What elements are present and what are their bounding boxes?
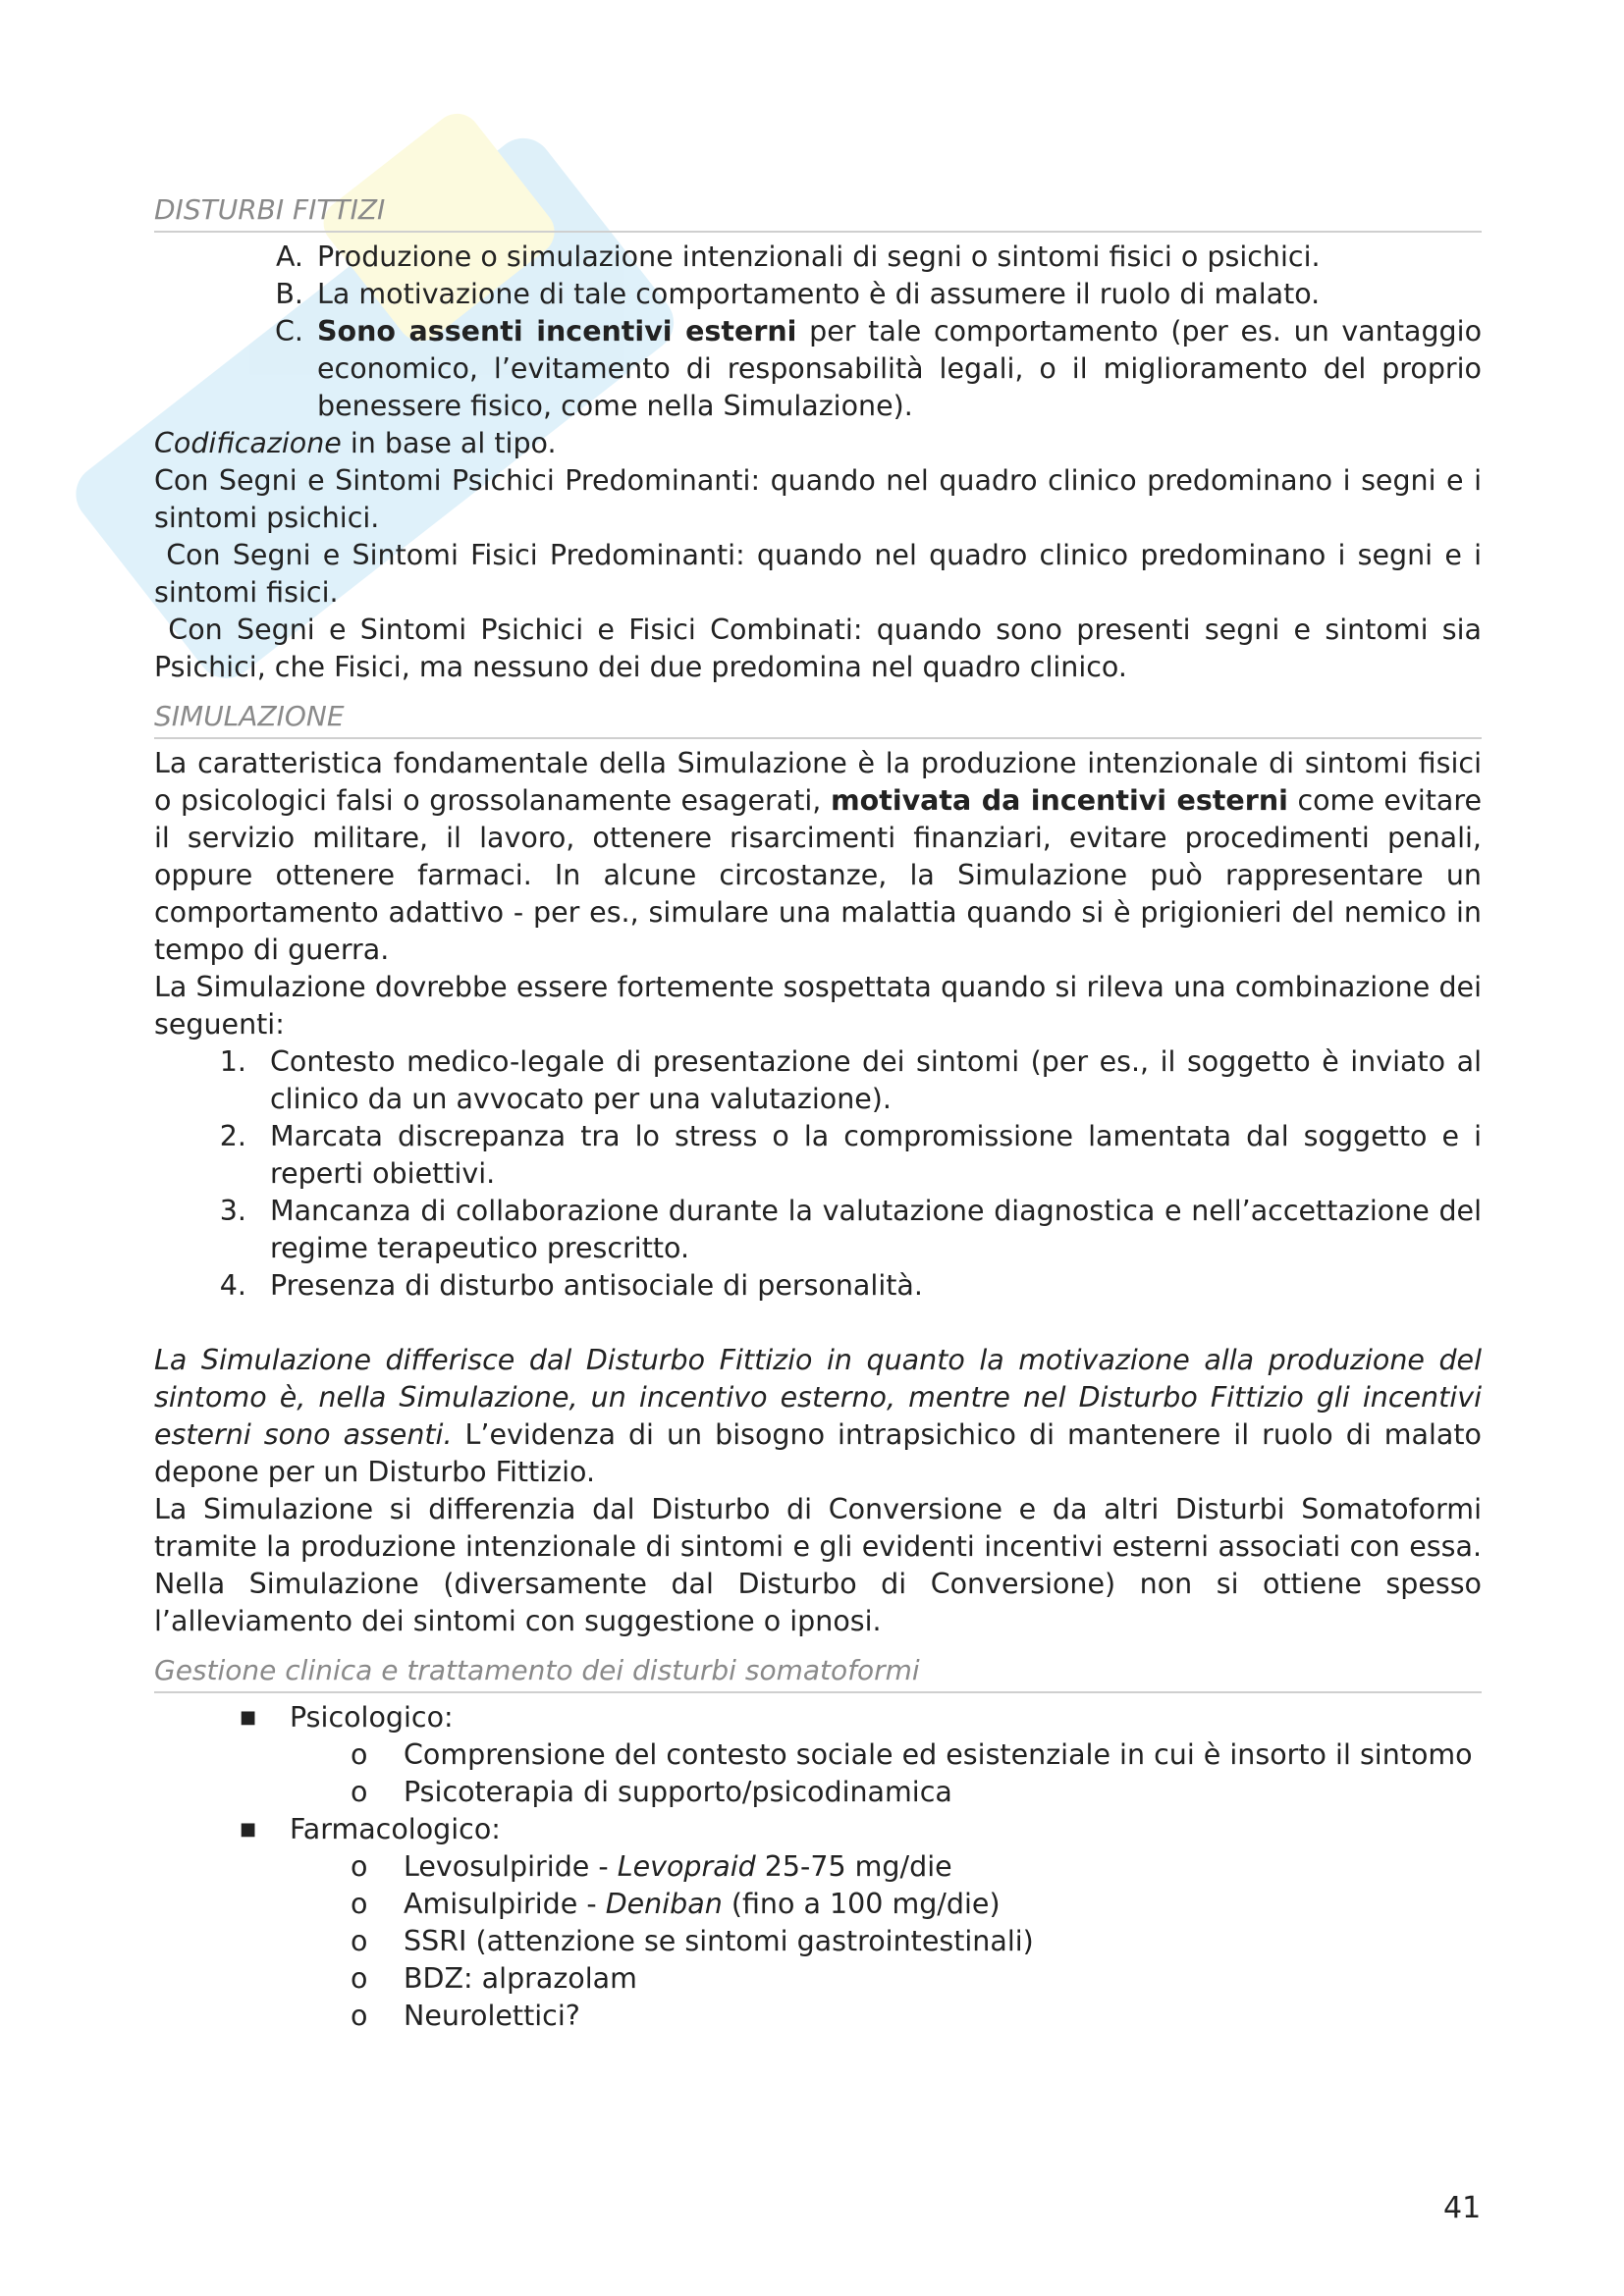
bold-emphasis: Sono assenti incentivi esterni [317,315,797,347]
simulazione-paragraph-2: La Simulazione dovrebbe essere fortemente sospettata quando si rileva una combinazione dei seguenti: [154,971,1482,1041]
circle-bullet-icon: o [351,1962,368,1995]
farmaco-sublist [154,1848,1482,2035]
section-title-gestione: Gestione clinica e trattamento dei disturbi somatoformi [154,1652,1482,1693]
list-item: 3. Mancanza di collaborazione durante la valutazione diagnostica e nell’accettazione del regime terapeutico prescritto. [219,1195,1482,1264]
page-number: 41 [1443,2191,1482,2225]
criteria-numbered-list [154,1043,1482,1305]
simulazione-paragraph-3: La Simulazione differisce dal Disturbo Fittizio in quanto la motivazione alla produzione del sintomo è, nella Simulazione, un incentivo esterno, mentre nel Disturbo Fittizio gli incentivi esterni sono assenti. L’evidenza di un bisogno intrapsichico di mantenere il ruolo di malato depone per un Disturbo Fittizio. [154,1344,1482,1488]
list-item: 1. Contesto medico-legale di presentazione dei sintomi (per es., il soggetto è inviato al clinico da un avvocato per una valutazione). [219,1045,1482,1115]
treatment-list [154,1699,1482,1736]
treatment-list [154,1811,1482,1848]
list-item: o SSRI (attenzione se sintomi gastrointestinali) [154,1923,1482,1960]
page-content [154,191,1491,2035]
list-item: o Neurolettici? [154,1998,1482,2035]
list-item: o Levosulpiride - Levopraid 25-75 mg/die [154,1848,1482,1886]
list-item: o Comprensione del contesto sociale ed esistenziale in cui è insorto il sintomo [154,1736,1482,1774]
simulazione-paragraph-1: La caratteristica fondamentale della Simulazione è la produzione intenzionale di sintomi fisici o psicologici falsi o grossolanamente esagerati, motivata da incentivi esterni come evitare il servizio militare, il lavoro, ottenere risarcimenti finanziari, evitare procedimenti penali, oppure ottenere farmaci. In alcune circostanze, la Simulazione può rappresentare un comportamento adattivo - per es., simulare una malattia quando si è prigionieri del nemico in tempo di guerra. [154,747,1482,966]
list-item: 4. Presenza di disturbo antisociale di personalità. [219,1269,923,1302]
list-item: o Psicoterapia di supporto/psicodinamica [154,1774,1482,1811]
type-paragraph: Con Segni e Sintomi Psichici Predominanti: quando nel quadro clinico predominano i segni e i sintomi psichici. [154,464,1491,534]
list-item: A. Produzione o simulazione intenzionali di segni o sintomi fisici o psichici. [275,240,1321,273]
circle-bullet-icon: o [351,1925,368,1957]
list-item: B. La motivazione di tale comportamento è di assumere il ruolo di malato. [275,278,1321,310]
section-title-simulazione: SIMULAZIONE [154,698,1482,739]
list-item: ■ Farmacologico: [154,1811,1482,1848]
codifica-paragraph: Codificazione in base al tipo. [154,427,557,459]
list-item: o BDZ: alprazolam [154,1960,1482,1998]
list-item: ■ Psicologico: [154,1699,1482,1736]
circle-bullet-icon: o [351,2000,368,2032]
square-bullet-icon: ■ [239,1707,256,1728]
simulazione-paragraph-4: La Simulazione si differenzia dal Disturbo di Conversione e da altri Disturbi Somatoformi tramite la produzione intenzionale di sintomi e gli evidenti incentivi esterni associati con essa. Nella Simulazione (diversamente dal Disturbo di Conversione) non si ottiene spesso l’alleviamento dei sintomi con suggestione o ipnosi. [154,1493,1482,1637]
type-paragraph: Con Segni e Sintomi Fisici Predominanti: quando nel quadro clinico predominano i segni e i sintomi fisici. [154,539,1491,609]
square-bullet-icon: ■ [239,1819,256,1840]
list-item: 2. Marcata discrepanza tra lo stress o la compromissione lamentata dal soggetto e i reperti obiettivi. [219,1120,1482,1190]
circle-bullet-icon: o [351,1888,368,1920]
circle-bullet-icon: o [351,1850,368,1883]
psico-sublist [154,1736,1482,1811]
type-paragraph: Con Segni e Sintomi Psichici e Fisici Combinati: quando sono presenti segni e sintomi sia Psichici, che Fisici, ma nessuno dei due predomina nel quadro clinico. [154,614,1491,683]
criteria-list [154,239,1482,425]
list-item: C. Sono assenti incentivi esterni per tale comportamento (per es. un vantaggio economico, l’evitamento di responsabilità legali, o il miglioramento del proprio benessere fisico, come nella Simulazione). [275,315,1483,422]
section-title-disturbi-fittizi: DISTURBI FITTIZI [154,191,1482,233]
circle-bullet-icon: o [351,1738,368,1771]
circle-bullet-icon: o [351,1776,368,1808]
list-item: o Amisulpiride - Deniban (fino a 100 mg/die) [154,1886,1482,1923]
